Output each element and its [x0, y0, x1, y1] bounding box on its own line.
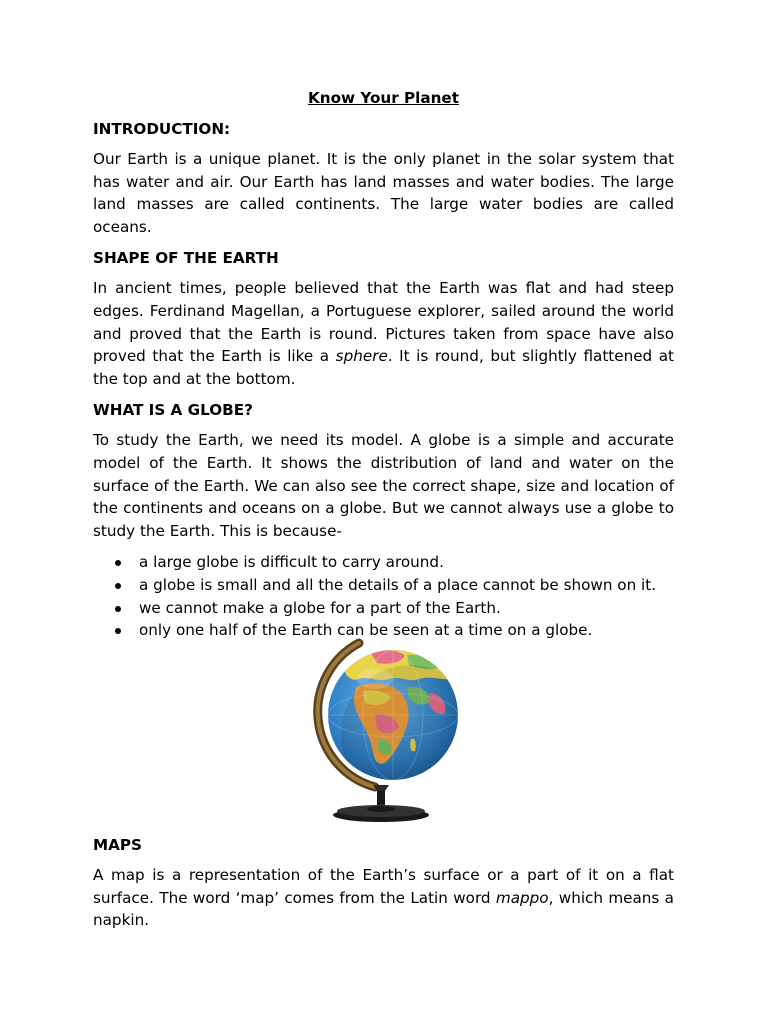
document-page [93, 87, 674, 930]
bullet-text: only one half of the Earth can be seen at a time on a globe. [139, 621, 593, 640]
bullet-icon [115, 606, 121, 612]
maps-heading: MAPS [93, 836, 142, 854]
bullet-icon [115, 583, 121, 589]
shape-text-before: In ancient times, people believed that the Earth was flat and had steep edges. Ferdinand Magellan, a Portuguese explorer, sailed around the world and proved that the Earth is round. Pictures taken from space have also proved that the Earth is like a [93, 279, 674, 366]
intro-heading: INTRODUCTION: [93, 120, 231, 138]
shape-text-after: . It is round, but slightly flattened at the top and at the bottom. [93, 347, 674, 388]
maps-text-after: , which means a napkin. [93, 888, 674, 930]
bullet-text: we cannot make a globe for a part of the Earth. [139, 598, 501, 617]
maps-paragraph [93, 864, 674, 932]
bullet-icon [115, 628, 121, 634]
globe-paragraph: To study the Earth, we need its model. A globe is a simple and accurate model of the Earth. It shows the distribution of land and water on the surface of the Earth. We can also see the correct shape, size and location of the continents and oceans on a globe. But we cannot always use a globe to study the Earth. This is because- [93, 431, 674, 540]
maps-section [93, 834, 674, 941]
document-title: Know Your Planet [308, 89, 459, 107]
globe-image [311, 635, 461, 825]
intro-paragraph: Our Earth is a unique planet. It is the only planet in the solar system that has water and air. Our Earth has land masses and water bodies. The large land masses are called continents. The large water bodies are called oceans. [93, 150, 674, 236]
globe-bullet-list [93, 551, 674, 641]
globe-illustration [311, 635, 461, 825]
shape-emphasis: sphere [335, 347, 388, 366]
list-item [93, 551, 674, 574]
maps-text-before: A map is a representation of the Earth’s surface or a part of it on a flat surface. The word ‘map’ comes from the Latin word [93, 866, 674, 907]
maps-emphasis: mappo [495, 888, 549, 907]
globe-heading: WHAT IS A GLOBE? [93, 401, 253, 420]
bullet-icon [115, 560, 121, 566]
bullet-text: a globe is small and all the details of a place cannot be shown on it. [139, 575, 657, 594]
list-item [93, 574, 674, 597]
shape-paragraph [93, 277, 674, 390]
shape-heading: SHAPE OF THE EARTH [93, 249, 279, 268]
bullet-text: a large globe is difficult to carry around. [139, 553, 444, 572]
list-item [93, 597, 674, 620]
